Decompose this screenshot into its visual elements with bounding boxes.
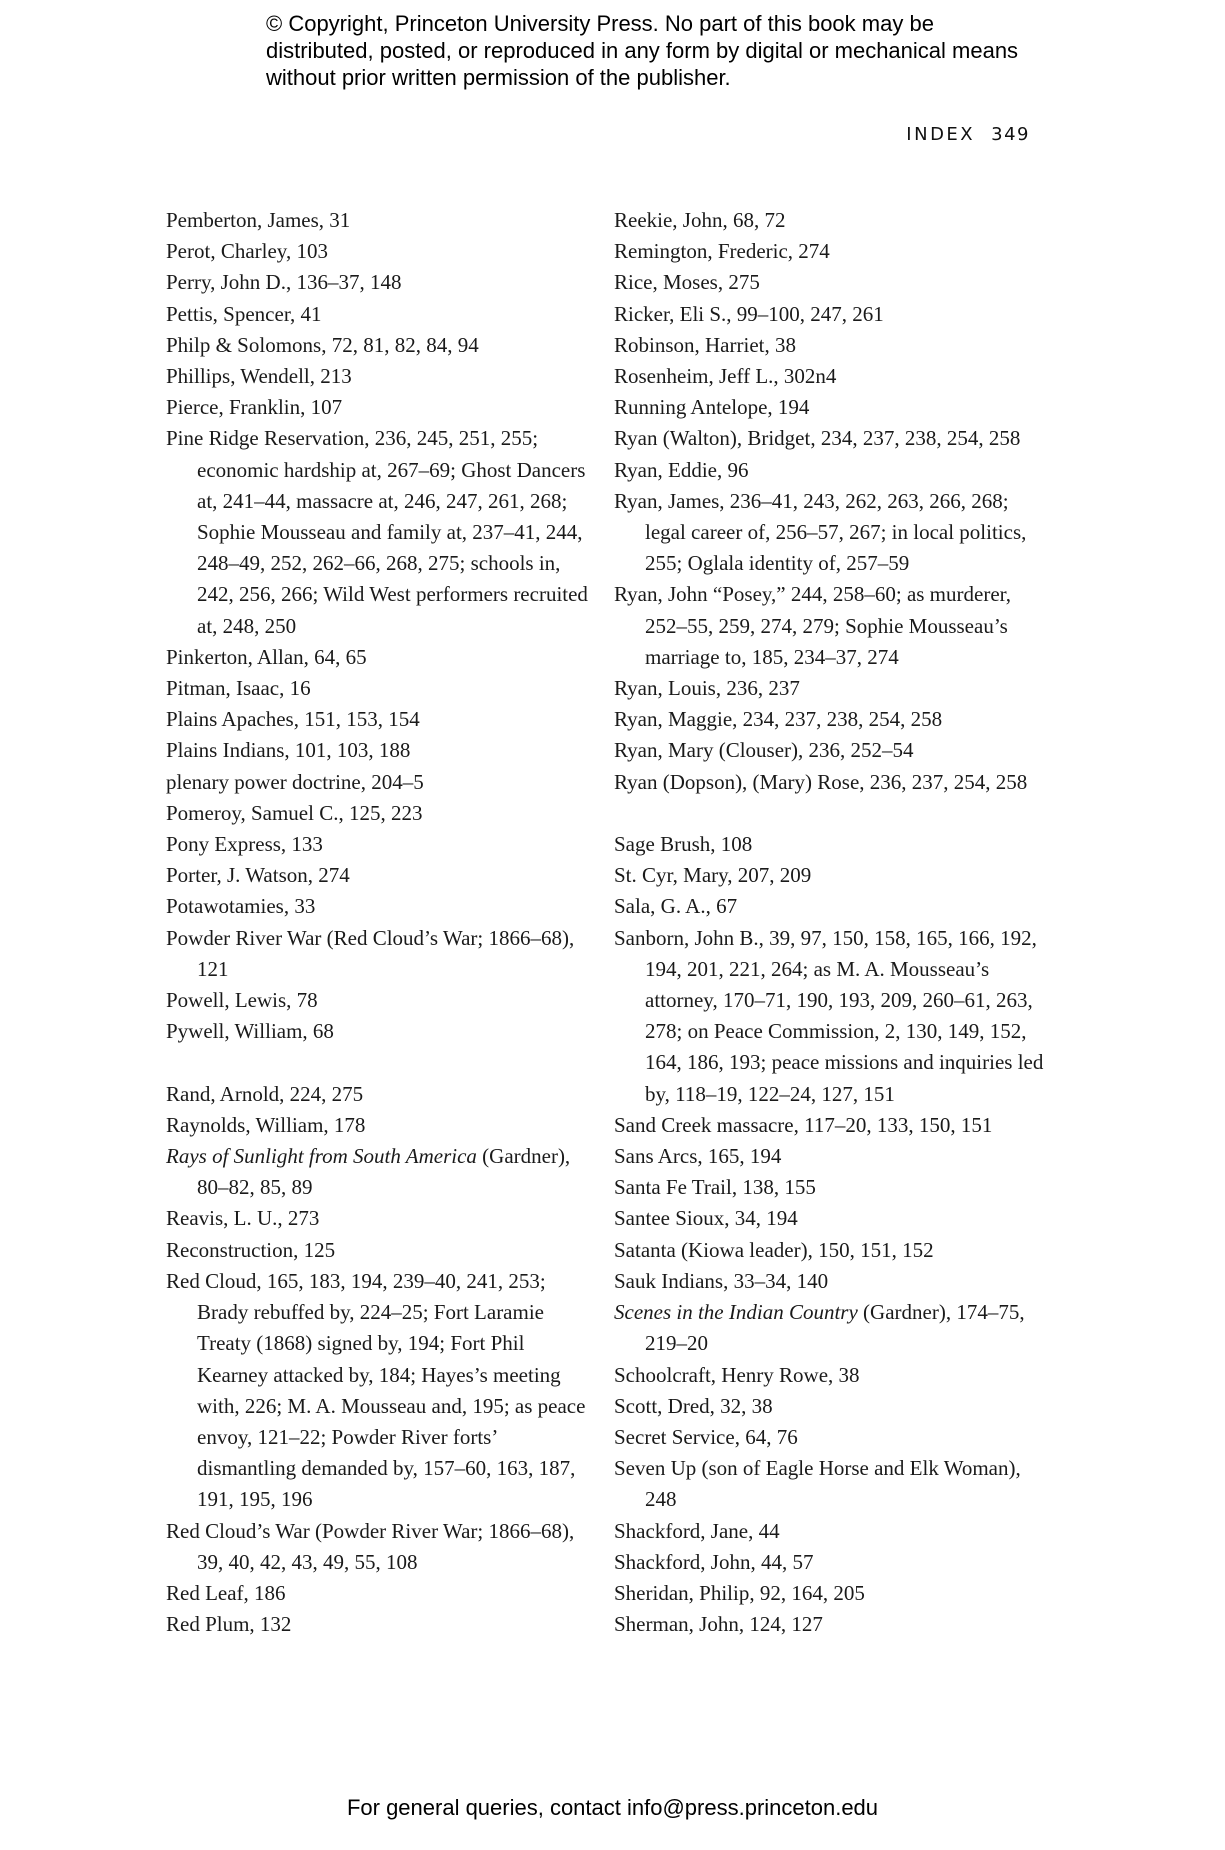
running-head bbox=[906, 124, 1030, 145]
index-entry bbox=[166, 1141, 596, 1203]
index-entry: Ryan, James, 236–41, 243, 262, 263, 266, 268; legal career of, 256–57, 267; in local politics, 255; Oglala identity of, 257–59 bbox=[614, 488, 1027, 576]
index-entry: Satanta (Kiowa leader), 150, 151, 152 bbox=[614, 1237, 934, 1262]
index-entry: Pierce, Franklin, 107 bbox=[166, 395, 343, 420]
index-entry: Santa Fe Trail, 138, 155 bbox=[614, 1175, 816, 1200]
index-entry: Potawotamies, 33 bbox=[166, 894, 316, 919]
letter-group-gap bbox=[166, 1047, 596, 1078]
index-entry: Running Antelope, 194 bbox=[614, 395, 810, 420]
index-entry: Pitman, Isaac, 16 bbox=[166, 676, 311, 701]
section-title: INDEX bbox=[906, 124, 976, 145]
index-entry bbox=[614, 1297, 1054, 1359]
index-entry-text: (Gardner), 80–82, 85, 89 bbox=[197, 1144, 571, 1200]
index-entry: Ryan, Eddie, 96 bbox=[614, 457, 749, 482]
index-entry: Reconstruction, 125 bbox=[166, 1237, 336, 1262]
index-entry: Powder River War (Red Cloud’s War; 1866–68), 121 bbox=[166, 925, 575, 981]
index-entry-title: Rays of Sunlight from South America bbox=[166, 1144, 477, 1169]
index-entry: Ryan, Louis, 236, 237 bbox=[614, 676, 800, 701]
index-entry: Shackford, Jane, 44 bbox=[614, 1518, 780, 1543]
index-entry: Ryan, John “Posey,” 244, 258–60; as murderer, 252–55, 259, 274, 279; Sophie Mousseau’s marriage to, 185, 234–37, 274 bbox=[614, 582, 1012, 669]
index-entry: Pywell, William, 68 bbox=[166, 1019, 334, 1044]
index-entry: Schoolcraft, Henry Rowe, 38 bbox=[614, 1362, 860, 1387]
index-entry: Ryan, Mary (Clouser), 236, 252–54 bbox=[614, 738, 914, 763]
index-entry: Sheridan, Philip, 92, 164, 205 bbox=[614, 1580, 865, 1605]
index-entry: Reekie, John, 68, 72 bbox=[614, 208, 786, 232]
index-entry: Ryan (Dopson), (Mary) Rose, 236, 237, 254, 258 bbox=[614, 769, 1028, 794]
index-entry: Red Leaf, 186 bbox=[166, 1580, 286, 1605]
index-entry: Pemberton, James, 31 bbox=[166, 208, 351, 232]
index-entry: Pomeroy, Samuel C., 125, 223 bbox=[166, 800, 423, 825]
page-number: 349 bbox=[991, 124, 1030, 145]
index-column-right bbox=[614, 205, 1054, 1640]
index-entry-text: (Gardner), 174–75, 219–20 bbox=[645, 1300, 1025, 1356]
index-entry: Scott, Dred, 32, 38 bbox=[614, 1393, 773, 1418]
index-entry: Plains Apaches, 151, 153, 154 bbox=[166, 707, 420, 732]
index-entry: Pettis, Spencer, 41 bbox=[166, 301, 322, 326]
index-entry: plenary power doctrine, 204–5 bbox=[166, 769, 424, 794]
index-entry: Pony Express, 133 bbox=[166, 832, 323, 857]
index-entry: Sans Arcs, 165, 194 bbox=[614, 1144, 782, 1169]
index-entry: Robinson, Harriet, 38 bbox=[614, 332, 796, 357]
index-entry: Ryan, Maggie, 234, 237, 238, 254, 258 bbox=[614, 707, 943, 732]
copyright-notice: © Copyright, Princeton University Press. No part of this book may be distributed, posted, or reproduced in any form by digital or mechanical means without prior written permission of the publisher. bbox=[266, 11, 1019, 90]
index-entry: Raynolds, William, 178 bbox=[166, 1112, 366, 1137]
index-entry: Sauk Indians, 33–34, 140 bbox=[614, 1268, 829, 1293]
index-entry: Rice, Moses, 275 bbox=[614, 270, 760, 295]
index-entry: Sala, G. A., 67 bbox=[614, 894, 738, 919]
letter-group-gap bbox=[614, 798, 1054, 829]
index-entry: Rand, Arnold, 224, 275 bbox=[166, 1081, 364, 1106]
index-entry: Perot, Charley, 103 bbox=[166, 239, 328, 264]
index-entry: Powell, Lewis, 78 bbox=[166, 988, 318, 1013]
index-entry: Seven Up (son of Eagle Horse and Elk Woman), 248 bbox=[614, 1456, 1021, 1512]
index-entry: Shackford, John, 44, 57 bbox=[614, 1549, 814, 1574]
index-entry: Pinkerton, Allan, 64, 65 bbox=[166, 644, 367, 669]
index-entry: Sand Creek massacre, 117–20, 133, 150, 151 bbox=[614, 1112, 993, 1137]
index-entry: Sanborn, John B., 39, 97, 150, 158, 165, 166, 192, 194, 201, 221, 264; as M. A. Mousseau’s attorney, 170–71, 190, 193, 209, 260–61, 263, 278; on Peace Commission, 2, 130, 149, 152, 164, 186, 193; peace missions and inquiries led by, 118–19, 122–24, 127, 151 bbox=[614, 925, 1044, 1106]
footer-contact: For general queries, contact info@press.princeton.edu bbox=[346, 1795, 879, 1820]
index-entry: St. Cyr, Mary, 207, 209 bbox=[614, 863, 812, 888]
index-entry: Reavis, L. U., 273 bbox=[166, 1206, 320, 1231]
index-entry: Perry, John D., 136–37, 148 bbox=[166, 270, 402, 295]
index-entry: Sage Brush, 108 bbox=[614, 832, 753, 857]
index-entry: Red Cloud, 165, 183, 194, 239–40, 241, 253; Brady rebuffed by, 224–25; Fort Laramie Treaty (1868) signed by, 194; Fort Phil Kearney attacked by, 184; Hayes’s meeting with, 226; M. A. Mousseau and, 195; as peace envoy, 121–22; Powder River forts’ dismantling demanded by, 157–60, 163, 187, 191, 195, 196 bbox=[166, 1268, 586, 1512]
index-entry: Rosenheim, Jeff L., 302n4 bbox=[614, 364, 837, 389]
index-entry: Secret Service, 64, 76 bbox=[614, 1424, 798, 1449]
index-entry: Plains Indians, 101, 103, 188 bbox=[166, 738, 411, 763]
index-entry-title: Scenes in the Indian Country bbox=[614, 1300, 858, 1325]
index-entry: Red Cloud’s War (Powder River War; 1866–68), 39, 40, 42, 43, 49, 55, 108 bbox=[166, 1518, 575, 1574]
index-entry: Ryan (Walton), Bridget, 234, 237, 238, 254, 258 bbox=[614, 426, 1021, 451]
index-column-left bbox=[166, 205, 596, 1640]
index-entry: Porter, J. Watson, 274 bbox=[166, 863, 350, 888]
index-entry: Red Plum, 132 bbox=[166, 1612, 292, 1637]
index-entry: Sherman, John, 124, 127 bbox=[614, 1612, 823, 1637]
index-entry: Remington, Frederic, 274 bbox=[614, 239, 830, 264]
index-entry: Phillips, Wendell, 213 bbox=[166, 364, 352, 389]
index-entry: Pine Ridge Reservation, 236, 245, 251, 255; economic hardship at, 267–69; Ghost Dancers at, 241–44, massacre at, 246, 247, 261, 268; Sophie Mousseau and family at, 237–41, 244, 248–49, 252, 262–66, 268, 275; schools in, 242, 256, 266; Wild West performers recruited at, 248, 250 bbox=[166, 426, 588, 638]
index-entry: Ricker, Eli S., 99–100, 247, 261 bbox=[614, 301, 884, 326]
index-entry: Santee Sioux, 34, 194 bbox=[614, 1206, 798, 1231]
index-entry: Philp & Solomons, 72, 81, 82, 84, 94 bbox=[166, 332, 479, 357]
